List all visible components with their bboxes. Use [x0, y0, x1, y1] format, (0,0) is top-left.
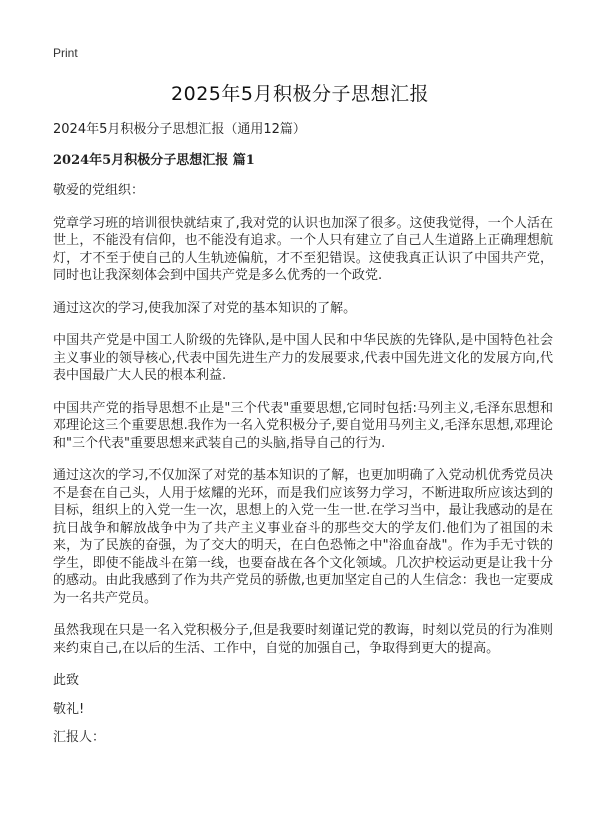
document-subtitle: 2024年5月积极分子思想汇报（通用12篇）: [53, 122, 306, 137]
greeting: 敬爱的党组织：: [53, 183, 145, 198]
paragraph-4: 中国共产党的指导思想不止是"三个代表"重要思想,它同时包括:马列主义,毛泽东思想和邓理论这三个重要思想.我作为一名入党积极分子,要自觉用马列主义,毛泽东思想,邓理论和"三个代表"重要思想来武装自己的头脑,指导自己的行为.: [53, 400, 553, 451]
paragraph-2: 通过这次的学习,使我加深了对党的基本知识的了解。: [53, 300, 357, 316]
page-title: 2025年5月积极分子思想汇报: [171, 83, 429, 105]
document-body: [53, 121, 553, 747]
paragraph-5: 通过这次的学习,不仅加深了对党的基本知识的了解，也更加明确了入党动机优秀党员决不是套在自己头，人用于炫耀的光环，而是我们应该努力学习，不断进取所应该达到的目标，组织上的入党一生一次，思想上的入党一生一世.在学习当中，最让我感动的是在抗日战争和解放战争中为了共产主义事业奋斗的那些交大的学友们.他们为了祖国的未来，为了民族的奋强，为了交大的明天，在白色恐怖之中"浴血奋战"。作为手无寸铁的学生，即使不能战斗在第一线，也要奋战在各个文化领域。几次护校运动更是让我十分的感动。由此我感到了作为共产党员的骄傲,也更加坚定自己的人生信念：我也一定要成为一名共产党员。: [53, 468, 553, 606]
closing-line: 此致: [53, 673, 80, 688]
reporter-label: 汇报人：: [53, 730, 106, 745]
print-link[interactable]: Print: [53, 46, 78, 60]
paragraph-1: 党章学习班的培训很快就结束了,我对党的认识也加深了很多。这使我觉得，一个人活在世上，不能没有信仰，也不能没有追求。一个人只有建立了自己人生道路上正确理想航灯，才不至于使自己的人生轨迹偏航，才不至犯错误。这使我真正认识了中国共产党，同时也让我深刻体会到中国共产党是多么优秀的一个政党.: [53, 215, 553, 283]
paragraph-6: 虽然我现在只是一名入党积极分子,但是我要时刻谨记党的教诲，时刻以党员的行为准则来约束自己,在以后的生活、工作中，自觉的加强自己，争取得到更大的提高。: [53, 623, 553, 656]
section-heading: 2024年5月积极分子思想汇报 篇1: [53, 153, 255, 168]
salute-line: 敬礼!: [53, 701, 85, 717]
paragraph-3: 中国共产党是中国工人阶级的先锋队,是中国人民和中华民族的先锋队,是中国特色社会主义事业的领导核心,代表中国先进生产力的发展要求,代表中国先进文化的发展方向,代表中国最广大人民的根本利益.: [53, 333, 553, 383]
